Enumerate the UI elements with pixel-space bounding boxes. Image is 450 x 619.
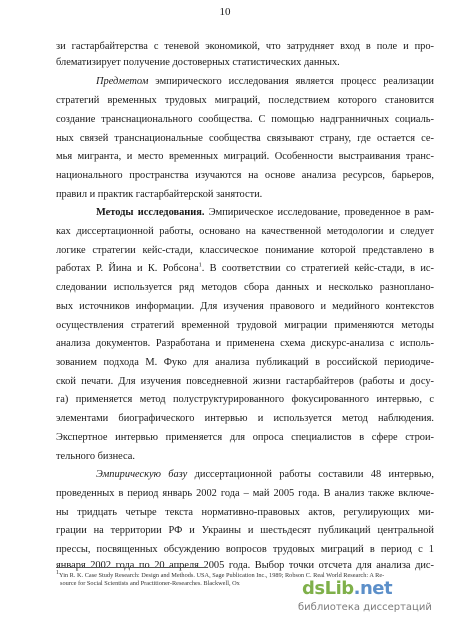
footnote-divider <box>56 567 206 568</box>
body-text: эмпирического исследования является процесс реализации <box>148 76 434 87</box>
body-line: блематизирует получение достоверных статистических данных. <box>56 57 340 68</box>
body-line: прессы, посвященных обсуждению вопросов трудовых миграций в период с 1 <box>56 544 434 555</box>
body-line: логике стратегии кейс-стади, классическое понимание которой представлено в <box>56 245 434 256</box>
body-line: национального пространства изучаются на основе анализа ресурсов, барьеров, <box>56 170 434 181</box>
body-line: зи гастарбайтерства с теневой экономикой, что затрудняет вход в поле и про- <box>56 41 434 52</box>
body-text: Эмпирическое исследование, проведенное в рам- <box>204 207 434 218</box>
body-line: осуществления стратегий временной трудовой миграции применяются методы <box>56 320 434 331</box>
body-line: ных связей транснациональные сообщества связывают страну, где остается се- <box>56 133 434 144</box>
footnote-line: source for Social Scientists and Practitioner-Researches. Blackwell, Ox <box>60 580 240 587</box>
body-line: тельного бизнеса. <box>56 451 135 462</box>
body-line: января 2002 года по 20 апреля 2005 года. Выбор точки отсчета для анализа дис- <box>56 560 434 571</box>
body-line <box>96 206 434 220</box>
body-text: . В соответствии со стратегией кейс-стади, в ис- <box>201 263 434 274</box>
body-line: ской печати. Для изучения повседневной жизни гастарбайтеров (работы и досу- <box>56 376 434 387</box>
body-line: грации на территории РФ и Украины и шестьдесят публикаций центральной <box>56 525 434 536</box>
section-heading: Методы исследования. <box>96 207 205 218</box>
body-line: элементами биографического интервью и используется метод наблюдения. <box>56 413 434 424</box>
body-line: вых источников информации. Для изучения правового и медийного контекстов <box>56 301 434 312</box>
body-text: работах Р. Йина и К. Робсона <box>56 263 199 274</box>
body-line <box>96 75 434 89</box>
body-line: анализа документов. Разработана и применена схема дискурс-анализа с исполь- <box>56 338 434 349</box>
body-line: Экспертное интервью применяется для опроса специалистов в сфере строи- <box>56 432 434 443</box>
body-line: правил и практик гастарбайтерской занятости. <box>56 189 263 200</box>
body-line: создание транснационального сообщества. С помощью надгранничных социаль- <box>56 114 434 125</box>
footnote-ref: 1 <box>198 262 202 269</box>
body-line: следовании используется ряд методов сбора данных и несколько разноплано- <box>56 282 434 293</box>
body-line: проведенных в период январь 2002 года – май 2005 года. В анализ также включе- <box>56 488 434 499</box>
page-number: 10 <box>219 6 231 18</box>
footnote-marker: 1 <box>56 569 59 576</box>
body-line: га) применяется метод полуструктурированного фокусированного интервью, с <box>56 394 434 405</box>
body-line: ны тридцать четыре текста нормативно-правовых актов, регулирующих ми- <box>56 507 434 518</box>
body-line: зованием подхода М. Фуко для анализа публикаций в российской периодиче- <box>56 357 434 368</box>
logo-domain: .net <box>353 578 393 599</box>
footnote-text: Yin R. K. Case Study Research: Design and Methods. USA, Sage Publication Inc., 1989; Robson C. Real World Research: A Re- <box>59 572 385 579</box>
watermark-tagline: библиотека диссертаций <box>298 602 432 613</box>
dslib-watermark[interactable] <box>298 578 446 616</box>
subject-term: Предметом <box>96 76 149 87</box>
body-line: мья мигранта, и место временных миграций. Особенности выстраивания транс- <box>56 151 434 162</box>
empirical-base-term: Эмпирическую базу <box>96 469 188 480</box>
body-text: диссертационной работы составили 48 интервью, <box>187 469 434 480</box>
body-line <box>96 468 434 482</box>
body-line: ках диссертационной работы, основано на качественной методологии и следует <box>56 226 434 237</box>
dslib-logo <box>302 578 392 599</box>
logo-text: dsLib <box>302 578 354 599</box>
body-line: стратегий временных трудовых миграций, последствием которого становится <box>56 95 434 106</box>
body-line <box>56 262 434 276</box>
